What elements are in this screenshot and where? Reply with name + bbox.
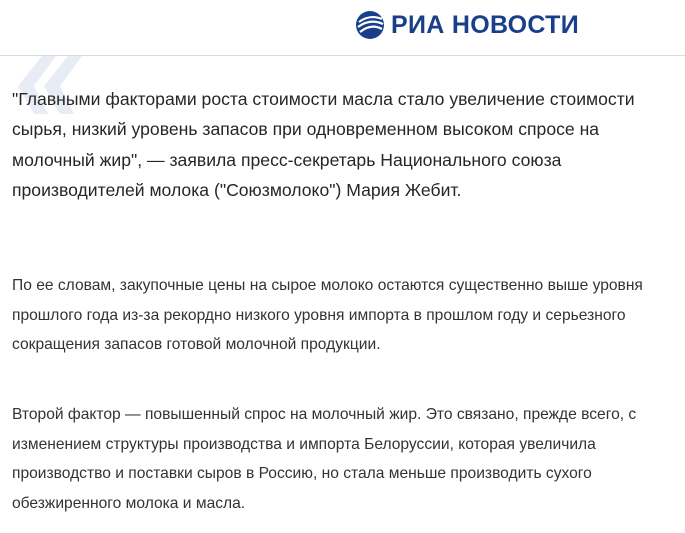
article-paragraph-1: По ее словам, закупочные цены на сырое молоко остаются существенно выше уровня прошлого года из-за рекордно низкого уровня импорта в прошлом году и серьезного сокращения запасов готовой молочной продукции.: [12, 277, 643, 353]
logo-text: РИА НОВОСТИ: [391, 11, 579, 39]
ria-novosti-logo[interactable]: [355, 10, 579, 40]
site-header: [0, 0, 685, 56]
ria-globe-icon: [355, 10, 385, 40]
article-paragraph-2: Второй фактор — повышенный спрос на молочный жир. Это связано, прежде всего, с изменением структуры производства и импорта Белоруссии, которая увеличила производство и поставки сыров в Россию, но стала меньше производить сухого обезжиренного молока и масла.: [12, 406, 637, 512]
quote-text: "Главными факторами роста стоимости масла стало увеличение стоимости сырья, низкий уровень запасов при одновременном высоком спросе на молочный жир", — заявила пресс-секретарь Национального союза производителей молока ("Союзмолоко") Мария Жебит.: [12, 89, 635, 201]
